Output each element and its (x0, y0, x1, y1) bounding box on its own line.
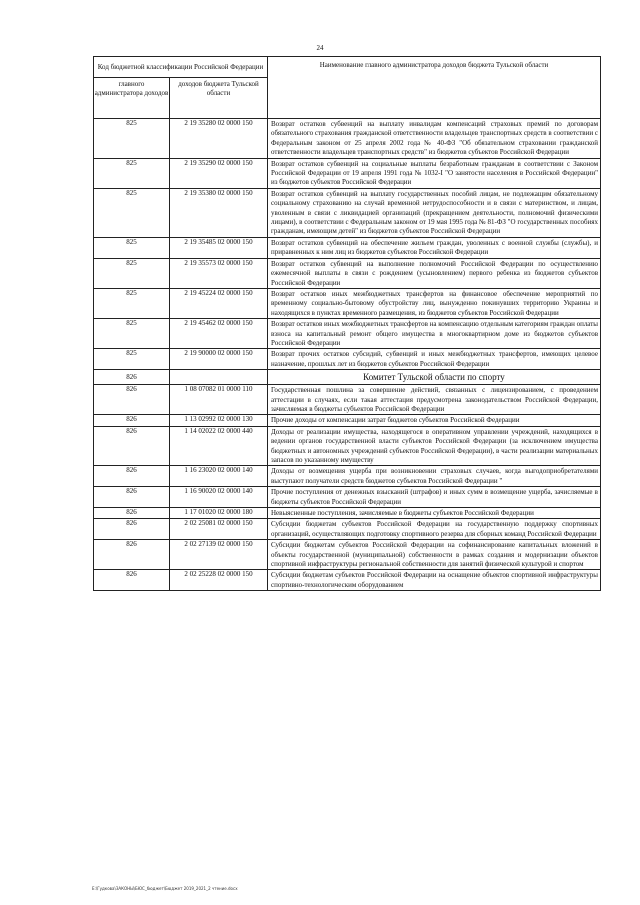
revenue-name-cell: Возврат остатков субвенций на выплату инвалидам компенсаций страховых премий по договорам обязательного страхования гражданской ответственности владельцев транспортных средств в соответствии с Федеральным законом от 25 апреля 2002 года № 40-ФЗ "Об обязательном страховании гражданской ответственности владельцев транспортных средств" из бюджетов субъектов Российской Федерации (268, 119, 601, 159)
revenue-code-cell: 2 02 25228 02 0000 150 (170, 570, 268, 591)
revenue-code-cell: 2 19 45462 02 0000 150 (170, 319, 268, 349)
table-row (94, 466, 601, 487)
admin-code-cell: 826 (94, 415, 170, 426)
admin-code-cell: 825 (94, 158, 170, 188)
admin-code-cell: 825 (94, 119, 170, 159)
kbk-header: Код бюджетной классификации Российской Федерации (94, 57, 268, 78)
name-header: Наименование главного администратора доходов бюджета Тульской области (268, 57, 601, 119)
admin-code-cell: 826 (94, 508, 170, 519)
section-row (94, 370, 601, 385)
revenue-name-cell: Возврат остатков иных межбюджетных трансфертов на финансовое обеспечение мероприятий по временному социально-бытовому обустройству лиц, вынужденно покинувших территорию Украины и находящихся в пунктах временного размещения, из бюджетов субъектов Российской Федерации (268, 288, 601, 318)
admin-subheader: главного администратора доходов (94, 78, 170, 119)
revenue-name-cell: Возврат остатков субвенций на выплату государственных пособий лицам, не подлежащим обязательному социальному страхованию на случай временной нетрудоспособности и в связи с материнством, и лицам, уволенным в связи с ликвидацией организаций (прекращением деятельности, полномочий физическими лицами), в соответствии с Федеральным законом от 19 мая 1995 года № 81-ФЗ "О государственных пособиях гражданам, имеющим детей" из бюджетов субъектов Российской Федерации (268, 188, 601, 237)
revenue-name-cell: Субсидии бюджетам субъектов Российской Федерации на государственную поддержку спортивных организаций, осуществляющих подготовку спортивного резерва для сборных команд Российской Федерации (268, 519, 601, 540)
table-row (94, 349, 601, 370)
admin-code-cell: 826 (94, 426, 170, 466)
revenue-code-cell: 2 19 35573 02 0000 150 (170, 258, 268, 288)
table-row (94, 519, 601, 540)
admin-code-cell: 825 (94, 288, 170, 318)
revenue-admin-table (93, 56, 601, 591)
table-row (94, 385, 601, 415)
page-number: 24 (316, 44, 324, 52)
table-row (94, 487, 601, 508)
admin-code-cell: 826 (94, 385, 170, 415)
revenue-name-cell: Прочие поступления от денежных взысканий (штрафов) и иных сумм в возмещение ущерба, зачисляемые в бюджеты субъектов Российской Федерации (268, 487, 601, 508)
table-row (94, 237, 601, 258)
table-row (94, 508, 601, 519)
revenue-name-cell: Доходы от возмещения ущерба при возникновении страховых случаев, когда выгодоприобретателями выступают получатели средств бюджетов субъектов Российской Федерации " (268, 466, 601, 487)
revenue-name-cell: Возврат остатков иных межбюджетных трансфертов на компенсацию отдельным категориям граждан оплаты взноса на капитальный ремонт общего имущества в многоквартирном доме из бюджетов субъектов Российской Федерации (268, 319, 601, 349)
revenue-name-cell: Прочие доходы от компенсации затрат бюджетов субъектов Российской Федерации (268, 415, 601, 426)
table-row (94, 158, 601, 188)
code-subheader: доходов бюджета Тульской области (170, 78, 268, 119)
table-row (94, 258, 601, 288)
table-row (94, 426, 601, 466)
revenue-name-cell: Невыясненные поступления, зачисляемые в бюджеты субъектов Российской Федерации (268, 508, 601, 519)
revenue-code-cell: 2 19 90000 02 0000 150 (170, 349, 268, 370)
revenue-code-cell: 2 19 45224 02 0000 150 (170, 288, 268, 318)
revenue-name-cell: Доходы от реализации имущества, находящегося в оперативном управлении учреждений, находящихся в ведении органов государственной власти субъектов Российской Федерации (за исключением имущества бюджетных и автономных учреждений субъектов Российской Федерации), в части реализации материальных запасов по указанному имуществу (268, 426, 601, 466)
revenue-code-cell: 2 19 35280 02 0000 150 (170, 119, 268, 159)
revenue-name-cell: Возврат остатков субвенций на обеспечение жильем граждан, уволенных с военной службы (службы), и приравненных к ним лиц из бюджетов субъектов Российской Федерации (268, 237, 601, 258)
admin-code-cell: 825 (94, 188, 170, 237)
file-path-footer: Е:\Гудкова\ЗАКОНЫ\БЮС_бюджет\Бюджет 2019_2021_2 чтение.docx (92, 886, 238, 891)
revenue-code-cell: 1 13 02992 02 0000 130 (170, 415, 268, 426)
revenue-code-cell: 1 14 02022 02 0000 440 (170, 426, 268, 466)
table-row (94, 119, 601, 159)
revenue-code-cell: 2 19 35485 02 0000 150 (170, 237, 268, 258)
table-row (94, 288, 601, 318)
revenue-name-cell: Возврат прочих остатков субсидий, субвенций и иных межбюджетных трансфертов, имеющих целевое назначение, прошлых лет из бюджетов субъектов Российской Федерации (268, 349, 601, 370)
section-title: Комитет Тульской области по спорту (268, 370, 601, 385)
admin-code-cell: 825 (94, 349, 170, 370)
revenue-code-cell (170, 370, 268, 385)
revenue-name-cell: Возврат остатков субвенций на социальные выплаты безработным гражданам в соответствии с Законом Российской Федерации от 19 апреля 1991 года № 1032-I "О занятости населения в Российской Федерации" из бюджетов субъектов Российской Федерации (268, 158, 601, 188)
admin-code-cell: 826 (94, 487, 170, 508)
revenue-name-cell: Возврат остатков субвенций на выполнение полномочий Российской Федерации по осуществлению ежемесячной выплаты в связи с рождением (усыновлением) первого ребенка из бюджетов субъектов Российской Федерации (268, 258, 601, 288)
table-row (94, 415, 601, 426)
table-row (94, 319, 601, 349)
admin-code-cell: 826 (94, 466, 170, 487)
table-row (94, 540, 601, 570)
admin-code-cell: 826 (94, 540, 170, 570)
revenue-name-cell: Субсидии бюджетам субъектов Российской Федерации на оснащение объектов спортивной инфраструктуры спортивно-технологическим оборудованием (268, 570, 601, 591)
revenue-name-cell: Государственная пошлина за совершение действий, связанных с лицензированием, с проведением аттестации в случаях, если такая аттестация предусмотрена законодательством Российской Федерации, зачисляемая в бюджеты субъектов Российской Федерации (268, 385, 601, 415)
admin-code-cell: 825 (94, 258, 170, 288)
revenue-code-cell: 2 02 25081 02 0000 150 (170, 519, 268, 540)
revenue-code-cell: 2 02 27139 02 0000 150 (170, 540, 268, 570)
revenue-name-cell: Субсидии бюджетам субъектов Российской Федерации на софинансирование капитальных вложений в объекты государственной (муниципальной) собственности в рамках создания и модернизации объектов спортивной инфраструктуры региональной собственности для занятий физической культурой и спортом (268, 540, 601, 570)
table-row (94, 188, 601, 237)
revenue-code-cell: 2 19 35290 02 0000 150 (170, 158, 268, 188)
revenue-code-cell: 2 19 35380 02 0000 150 (170, 188, 268, 237)
admin-code-cell: 826 (94, 370, 170, 385)
revenue-code-cell: 1 08 07082 01 0000 110 (170, 385, 268, 415)
revenue-code-cell: 1 16 23020 02 0000 140 (170, 466, 268, 487)
admin-code-cell: 826 (94, 570, 170, 591)
revenue-code-cell: 1 16 90020 02 0000 140 (170, 487, 268, 508)
admin-code-cell: 826 (94, 519, 170, 540)
revenue-code-cell: 1 17 01020 02 0000 180 (170, 508, 268, 519)
admin-code-cell: 825 (94, 237, 170, 258)
admin-code-cell: 825 (94, 319, 170, 349)
table-header-row (94, 57, 601, 78)
table-row (94, 570, 601, 591)
